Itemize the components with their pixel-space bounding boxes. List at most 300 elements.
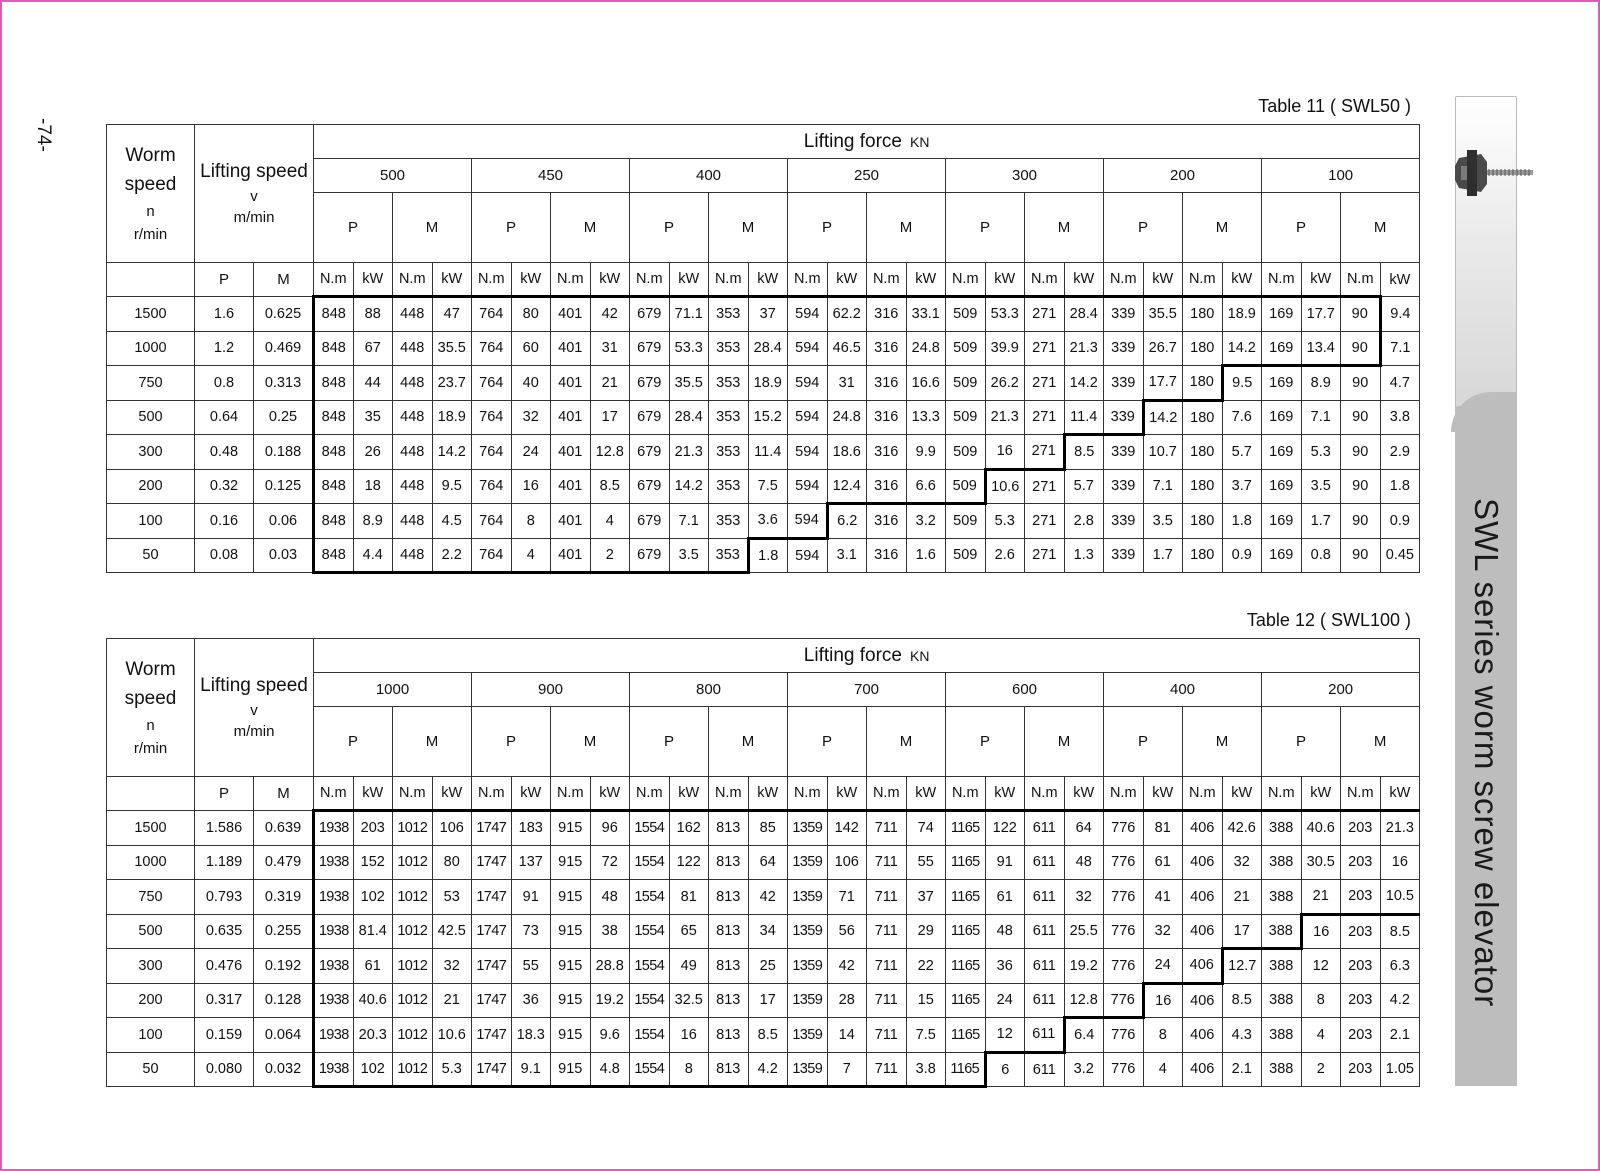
value-cell: 14.2 bbox=[1064, 366, 1104, 401]
value-cell: 12.8 bbox=[1064, 983, 1104, 1018]
table-11-swl50 bbox=[106, 124, 1420, 574]
value-cell: 42.5 bbox=[432, 914, 472, 949]
value-cell: 401 bbox=[551, 366, 591, 401]
lifting-speed-cell: 1.2 bbox=[195, 331, 254, 366]
unit-kw-header: kW bbox=[590, 263, 630, 297]
value-cell: 36 bbox=[985, 949, 1025, 984]
value-cell: 271 bbox=[1025, 435, 1065, 470]
force-value: 600 bbox=[946, 673, 1104, 707]
value-cell: 594 bbox=[788, 435, 828, 470]
value-cell: 90 bbox=[1341, 504, 1381, 539]
value-cell: 594 bbox=[788, 400, 828, 435]
value-cell: 183 bbox=[511, 811, 551, 846]
worm-speed-label-line: r/min bbox=[133, 739, 168, 757]
material-p-header: P bbox=[630, 193, 709, 263]
value-cell: 776 bbox=[1104, 949, 1144, 984]
unit-nm-header: N.m bbox=[472, 777, 512, 811]
value-cell: 339 bbox=[1104, 435, 1144, 470]
value-cell: 1554 bbox=[630, 949, 670, 984]
value-cell: 16 bbox=[1301, 914, 1341, 949]
value-cell: 509 bbox=[946, 400, 986, 435]
value-cell: 3.6 bbox=[748, 504, 788, 539]
table-row bbox=[107, 1018, 1420, 1053]
value-cell: 19.2 bbox=[590, 983, 630, 1018]
unit-nm-header: N.m bbox=[630, 263, 670, 297]
value-cell: 388 bbox=[1262, 1018, 1302, 1053]
value-cell: 406 bbox=[1183, 949, 1223, 984]
worm-speed-cell: 100 bbox=[107, 1018, 195, 1053]
lifting-speed-cell: 0.159 bbox=[195, 1018, 254, 1053]
value-cell: 61 bbox=[353, 949, 393, 984]
value-cell: 1012 bbox=[393, 845, 433, 880]
table-12-swl100 bbox=[106, 638, 1420, 1088]
value-cell: 388 bbox=[1262, 949, 1302, 984]
value-cell: 53 bbox=[432, 880, 472, 915]
value-cell: 1165 bbox=[946, 1052, 986, 1087]
value-cell: 4.3 bbox=[1222, 1018, 1262, 1053]
value-cell: 1012 bbox=[393, 1052, 433, 1087]
unit-nm-header: N.m bbox=[314, 263, 354, 297]
unit-kw-header: kW bbox=[1222, 777, 1262, 811]
value-cell: 3.2 bbox=[906, 504, 946, 539]
value-cell: 448 bbox=[393, 469, 433, 504]
value-cell: 1012 bbox=[393, 914, 433, 949]
value-cell: 388 bbox=[1262, 811, 1302, 846]
value-cell: 122 bbox=[669, 845, 709, 880]
value-cell: 49 bbox=[669, 949, 709, 984]
lifting-speed-cell: 0.469 bbox=[254, 331, 314, 366]
value-cell: 2.6 bbox=[985, 538, 1025, 573]
material-m-header: M bbox=[393, 193, 472, 263]
value-cell: 48 bbox=[590, 880, 630, 915]
worm-speed-cell: 1000 bbox=[107, 845, 195, 880]
table-row bbox=[107, 400, 1420, 435]
worm-speed-label-line: Worm bbox=[125, 144, 176, 166]
value-cell: 40 bbox=[511, 366, 551, 401]
value-cell: 813 bbox=[709, 949, 749, 984]
value-cell: 12.8 bbox=[590, 435, 630, 470]
force-unit-label: KN bbox=[910, 133, 930, 150]
value-cell: 48 bbox=[985, 914, 1025, 949]
value-cell: 41 bbox=[1143, 880, 1183, 915]
value-cell: 14.2 bbox=[669, 469, 709, 504]
value-cell: 1012 bbox=[393, 880, 433, 915]
value-cell: 4.7 bbox=[1380, 366, 1420, 401]
value-cell: 401 bbox=[551, 538, 591, 573]
value-cell: 339 bbox=[1104, 366, 1144, 401]
unit-nm-header: N.m bbox=[630, 777, 670, 811]
value-cell: 24 bbox=[1143, 949, 1183, 984]
value-cell: 316 bbox=[867, 366, 907, 401]
value-cell: 406 bbox=[1183, 845, 1223, 880]
value-cell: 122 bbox=[985, 811, 1025, 846]
value-cell: 401 bbox=[551, 400, 591, 435]
value-cell: 203 bbox=[1341, 1018, 1381, 1053]
lifting-force-header bbox=[314, 639, 1420, 673]
value-cell: 1359 bbox=[788, 949, 828, 984]
unit-nm-header: N.m bbox=[709, 777, 749, 811]
value-cell: 3.7 bbox=[1222, 469, 1262, 504]
unit-kw-header: kW bbox=[1064, 777, 1104, 811]
value-cell: 316 bbox=[867, 297, 907, 332]
value-cell: 13.3 bbox=[906, 400, 946, 435]
value-cell: 8.9 bbox=[1301, 366, 1341, 401]
value-cell: 448 bbox=[393, 331, 433, 366]
value-cell: 679 bbox=[630, 400, 670, 435]
value-cell: 44 bbox=[353, 366, 393, 401]
value-cell: 38 bbox=[590, 914, 630, 949]
value-cell: 203 bbox=[353, 811, 393, 846]
value-cell: 9.1 bbox=[511, 1052, 551, 1087]
value-cell: 271 bbox=[1025, 504, 1065, 539]
material-m-header: M bbox=[1025, 193, 1104, 263]
unit-nm-header: N.m bbox=[1025, 777, 1065, 811]
force-value: 1000 bbox=[314, 673, 472, 707]
value-cell: 17.7 bbox=[1301, 297, 1341, 332]
value-cell: 180 bbox=[1183, 366, 1223, 401]
value-cell: 169 bbox=[1262, 435, 1302, 470]
value-cell: 8.5 bbox=[1064, 435, 1104, 470]
value-cell: 15 bbox=[906, 983, 946, 1018]
value-cell: 102 bbox=[353, 880, 393, 915]
value-cell: 180 bbox=[1183, 331, 1223, 366]
value-cell: 3.5 bbox=[669, 538, 709, 573]
worm-speed-cell: 300 bbox=[107, 435, 195, 470]
value-cell: 1165 bbox=[946, 914, 986, 949]
value-cell: 60 bbox=[511, 331, 551, 366]
value-cell: 96 bbox=[590, 811, 630, 846]
value-cell: 9.4 bbox=[1380, 297, 1420, 332]
value-cell: 16 bbox=[669, 1018, 709, 1053]
value-cell: 271 bbox=[1025, 538, 1065, 573]
value-cell: 448 bbox=[393, 297, 433, 332]
value-cell: 316 bbox=[867, 469, 907, 504]
value-cell: 316 bbox=[867, 331, 907, 366]
value-cell: 915 bbox=[551, 1018, 591, 1053]
material-p-header: P bbox=[1104, 707, 1183, 777]
value-cell: 169 bbox=[1262, 331, 1302, 366]
value-cell: 6.6 bbox=[906, 469, 946, 504]
value-cell: 764 bbox=[472, 366, 512, 401]
material-m-header: M bbox=[867, 707, 946, 777]
unit-kw-header: kW bbox=[985, 263, 1025, 297]
value-cell: 406 bbox=[1183, 914, 1223, 949]
value-cell: 88 bbox=[353, 297, 393, 332]
value-cell: 848 bbox=[314, 297, 354, 332]
unit-nm-header: N.m bbox=[1183, 777, 1223, 811]
value-cell: 7 bbox=[827, 1052, 867, 1087]
material-m-header: M bbox=[1341, 707, 1420, 777]
value-cell: 10.5 bbox=[1380, 880, 1420, 915]
value-cell: 18.9 bbox=[432, 400, 472, 435]
value-cell: 1012 bbox=[393, 811, 433, 846]
value-cell: 18 bbox=[353, 469, 393, 504]
value-cell: 203 bbox=[1341, 949, 1381, 984]
unit-nm-header: N.m bbox=[314, 777, 354, 811]
lifting-speed-cell: 0.317 bbox=[195, 983, 254, 1018]
value-cell: 813 bbox=[709, 1018, 749, 1053]
value-cell: 11.4 bbox=[1064, 400, 1104, 435]
value-cell: 17 bbox=[1222, 914, 1262, 949]
value-cell: 776 bbox=[1104, 914, 1144, 949]
value-cell: 106 bbox=[827, 845, 867, 880]
value-cell: 90 bbox=[1341, 366, 1381, 401]
value-cell: 509 bbox=[946, 469, 986, 504]
value-cell: 594 bbox=[788, 366, 828, 401]
value-cell: 611 bbox=[1025, 949, 1065, 984]
unit-row bbox=[107, 263, 1420, 297]
unit-kw-header: kW bbox=[1380, 777, 1420, 811]
material-m-header: M bbox=[1341, 193, 1420, 263]
value-cell: 1747 bbox=[472, 880, 512, 915]
table-row bbox=[107, 1052, 1420, 1087]
force-value: 200 bbox=[1262, 673, 1420, 707]
material-p-header: P bbox=[472, 193, 551, 263]
value-cell: 848 bbox=[314, 469, 354, 504]
value-cell: 36 bbox=[511, 983, 551, 1018]
value-cell: 8.9 bbox=[353, 504, 393, 539]
value-cell: 35 bbox=[353, 400, 393, 435]
value-cell: 353 bbox=[709, 366, 749, 401]
value-cell: 7.6 bbox=[1222, 400, 1262, 435]
unit-kw-header: kW bbox=[906, 263, 946, 297]
value-cell: 271 bbox=[1025, 469, 1065, 504]
value-cell: 1938 bbox=[314, 1052, 354, 1087]
value-cell: 1359 bbox=[788, 983, 828, 1018]
value-cell: 42 bbox=[590, 297, 630, 332]
value-cell: 2.8 bbox=[1064, 504, 1104, 539]
value-cell: 19.2 bbox=[1064, 949, 1104, 984]
worm-speed-cell: 200 bbox=[107, 469, 195, 504]
value-cell: 6.2 bbox=[827, 504, 867, 539]
worm-speed-cell: 750 bbox=[107, 880, 195, 915]
table-row bbox=[107, 538, 1420, 573]
value-cell: 72 bbox=[590, 845, 630, 880]
worm-speed-label-line: n bbox=[146, 716, 155, 734]
value-cell: 21 bbox=[432, 983, 472, 1018]
unit-kw-header: kW bbox=[511, 777, 551, 811]
value-cell: 776 bbox=[1104, 845, 1144, 880]
value-cell: 679 bbox=[630, 538, 670, 573]
value-cell: 1359 bbox=[788, 845, 828, 880]
value-cell: 22 bbox=[906, 949, 946, 984]
value-cell: 4 bbox=[1301, 1018, 1341, 1053]
speed-m-header: M bbox=[254, 777, 314, 811]
value-cell: 1012 bbox=[393, 949, 433, 984]
speed-p-header: P bbox=[195, 777, 254, 811]
lifting-speed-cell: 0.08 bbox=[195, 538, 254, 573]
value-cell: 711 bbox=[867, 914, 907, 949]
worm-speed-label-line: speed bbox=[124, 174, 177, 196]
value-cell: 679 bbox=[630, 366, 670, 401]
lifting-speed-cell: 0.635 bbox=[195, 914, 254, 949]
lifting-speed-cell: 0.8 bbox=[195, 366, 254, 401]
value-cell: 24.8 bbox=[906, 331, 946, 366]
value-cell: 915 bbox=[551, 1052, 591, 1087]
value-cell: 169 bbox=[1262, 504, 1302, 539]
value-cell: 6.3 bbox=[1380, 949, 1420, 984]
value-cell: 2.1 bbox=[1380, 1018, 1420, 1053]
value-cell: 711 bbox=[867, 845, 907, 880]
unit-kw-header: kW bbox=[669, 777, 709, 811]
value-cell: 509 bbox=[946, 504, 986, 539]
value-cell: 5.3 bbox=[432, 1052, 472, 1087]
value-cell: 90 bbox=[1341, 297, 1381, 332]
table-row bbox=[107, 845, 1420, 880]
value-cell: 16 bbox=[985, 435, 1025, 470]
lifting-speed-cell: 0.03 bbox=[254, 538, 314, 573]
value-cell: 271 bbox=[1025, 297, 1065, 332]
page-number: -74- bbox=[33, 118, 54, 152]
lifting-speed-cell: 0.313 bbox=[254, 366, 314, 401]
value-cell: 21.3 bbox=[1064, 331, 1104, 366]
lifting-force-label: Lifting force bbox=[803, 644, 903, 666]
material-p-header: P bbox=[472, 707, 551, 777]
material-p-header: P bbox=[946, 707, 1025, 777]
lifting-speed-cell: 0.48 bbox=[195, 435, 254, 470]
value-cell: 10.6 bbox=[432, 1018, 472, 1053]
value-cell: 448 bbox=[393, 504, 433, 539]
force-value: 500 bbox=[314, 159, 472, 193]
lifting-speed-cell: 0.064 bbox=[254, 1018, 314, 1053]
value-cell: 711 bbox=[867, 1018, 907, 1053]
value-cell: 764 bbox=[472, 400, 512, 435]
value-cell: 339 bbox=[1104, 469, 1144, 504]
table-row bbox=[107, 914, 1420, 949]
value-cell: 42.6 bbox=[1222, 811, 1262, 846]
value-cell: 388 bbox=[1262, 880, 1302, 915]
value-cell: 17.7 bbox=[1143, 366, 1183, 401]
value-cell: 1554 bbox=[630, 845, 670, 880]
unit-kw-header: kW bbox=[1222, 263, 1262, 297]
lifting-speed-cell: 0.188 bbox=[254, 435, 314, 470]
value-cell: 12 bbox=[985, 1018, 1025, 1053]
value-cell: 30.5 bbox=[1301, 845, 1341, 880]
value-cell: 25 bbox=[748, 949, 788, 984]
value-cell: 711 bbox=[867, 811, 907, 846]
value-cell: 10.7 bbox=[1143, 435, 1183, 470]
value-cell: 102 bbox=[353, 1052, 393, 1087]
lifting-speed-cell: 0.06 bbox=[254, 504, 314, 539]
value-cell: 7.5 bbox=[748, 469, 788, 504]
value-cell: 388 bbox=[1262, 845, 1302, 880]
value-cell: 21 bbox=[590, 366, 630, 401]
value-cell: 21.3 bbox=[1380, 811, 1420, 846]
value-cell: 64 bbox=[1064, 811, 1104, 846]
table-row bbox=[107, 983, 1420, 1018]
value-cell: 90 bbox=[1341, 400, 1381, 435]
value-cell: 6.4 bbox=[1064, 1018, 1104, 1053]
value-cell: 90 bbox=[1341, 469, 1381, 504]
value-cell: 17 bbox=[590, 400, 630, 435]
worm-speed-cell: 500 bbox=[107, 914, 195, 949]
value-cell: 203 bbox=[1341, 914, 1381, 949]
value-cell: 2.2 bbox=[432, 538, 472, 573]
value-cell: 32 bbox=[1064, 880, 1104, 915]
force-value: 200 bbox=[1104, 159, 1262, 193]
material-p-header: P bbox=[630, 707, 709, 777]
value-cell: 26.7 bbox=[1143, 331, 1183, 366]
value-cell: 34 bbox=[748, 914, 788, 949]
value-cell: 7.1 bbox=[1301, 400, 1341, 435]
value-cell: 388 bbox=[1262, 914, 1302, 949]
lifting-speed-label-line: m/min bbox=[233, 209, 275, 227]
value-cell: 29 bbox=[906, 914, 946, 949]
material-p-header: P bbox=[1262, 707, 1341, 777]
value-cell: 11.4 bbox=[748, 435, 788, 470]
value-cell: 180 bbox=[1183, 435, 1223, 470]
unit-nm-header: N.m bbox=[1262, 777, 1302, 811]
force-value: 250 bbox=[788, 159, 946, 193]
value-cell: 764 bbox=[472, 538, 512, 573]
value-cell: 611 bbox=[1025, 880, 1065, 915]
value-cell: 509 bbox=[946, 297, 986, 332]
value-cell: 8 bbox=[1143, 1018, 1183, 1053]
value-cell: 203 bbox=[1341, 983, 1381, 1018]
value-cell: 353 bbox=[709, 538, 749, 573]
value-cell: 1747 bbox=[472, 983, 512, 1018]
table-12-caption: Table 12 ( SWL100 ) bbox=[1246, 610, 1411, 630]
value-cell: 8.5 bbox=[748, 1018, 788, 1053]
value-cell: 35.5 bbox=[432, 331, 472, 366]
value-cell: 7.1 bbox=[1143, 469, 1183, 504]
value-cell: 1747 bbox=[472, 949, 512, 984]
value-cell: 18.9 bbox=[748, 366, 788, 401]
value-cell: 24 bbox=[985, 983, 1025, 1018]
value-cell: 21.3 bbox=[669, 435, 709, 470]
unit-nm-header: N.m bbox=[788, 263, 828, 297]
value-cell: 203 bbox=[1341, 880, 1381, 915]
value-cell: 152 bbox=[353, 845, 393, 880]
value-cell: 271 bbox=[1025, 400, 1065, 435]
material-m-header: M bbox=[709, 707, 788, 777]
value-cell: 1747 bbox=[472, 1052, 512, 1087]
value-cell: 26.2 bbox=[985, 366, 1025, 401]
lifting-speed-cell: 1.189 bbox=[195, 845, 254, 880]
value-cell: 339 bbox=[1104, 504, 1144, 539]
value-cell: 1938 bbox=[314, 983, 354, 1018]
value-cell: 18.6 bbox=[827, 435, 867, 470]
value-cell: 448 bbox=[393, 400, 433, 435]
value-cell: 401 bbox=[551, 504, 591, 539]
value-cell: 8 bbox=[511, 504, 551, 539]
value-cell: 3.5 bbox=[1143, 504, 1183, 539]
value-cell: 1554 bbox=[630, 1018, 670, 1053]
value-cell: 9.5 bbox=[432, 469, 472, 504]
worm-speed-cell: 50 bbox=[107, 1052, 195, 1087]
worm-screw-elevator-icon bbox=[1455, 150, 1535, 196]
value-cell: 21 bbox=[1301, 880, 1341, 915]
value-cell: 8.5 bbox=[1222, 983, 1262, 1018]
worm-speed-cell: 200 bbox=[107, 983, 195, 1018]
value-cell: 4 bbox=[590, 504, 630, 539]
value-cell: 1165 bbox=[946, 983, 986, 1018]
value-cell: 180 bbox=[1183, 400, 1223, 435]
value-cell: 2 bbox=[1301, 1052, 1341, 1087]
value-cell: 448 bbox=[393, 435, 433, 470]
unit-blank-header bbox=[107, 263, 195, 297]
header-row bbox=[107, 125, 1420, 159]
value-cell: 15.2 bbox=[748, 400, 788, 435]
value-cell: 6 bbox=[985, 1052, 1025, 1087]
value-cell: 679 bbox=[630, 331, 670, 366]
table-row bbox=[107, 949, 1420, 984]
value-cell: 7.1 bbox=[1380, 331, 1420, 366]
value-cell: 169 bbox=[1262, 400, 1302, 435]
lifting-force-header bbox=[314, 125, 1420, 159]
value-cell: 47 bbox=[432, 297, 472, 332]
material-p-header: P bbox=[788, 193, 867, 263]
